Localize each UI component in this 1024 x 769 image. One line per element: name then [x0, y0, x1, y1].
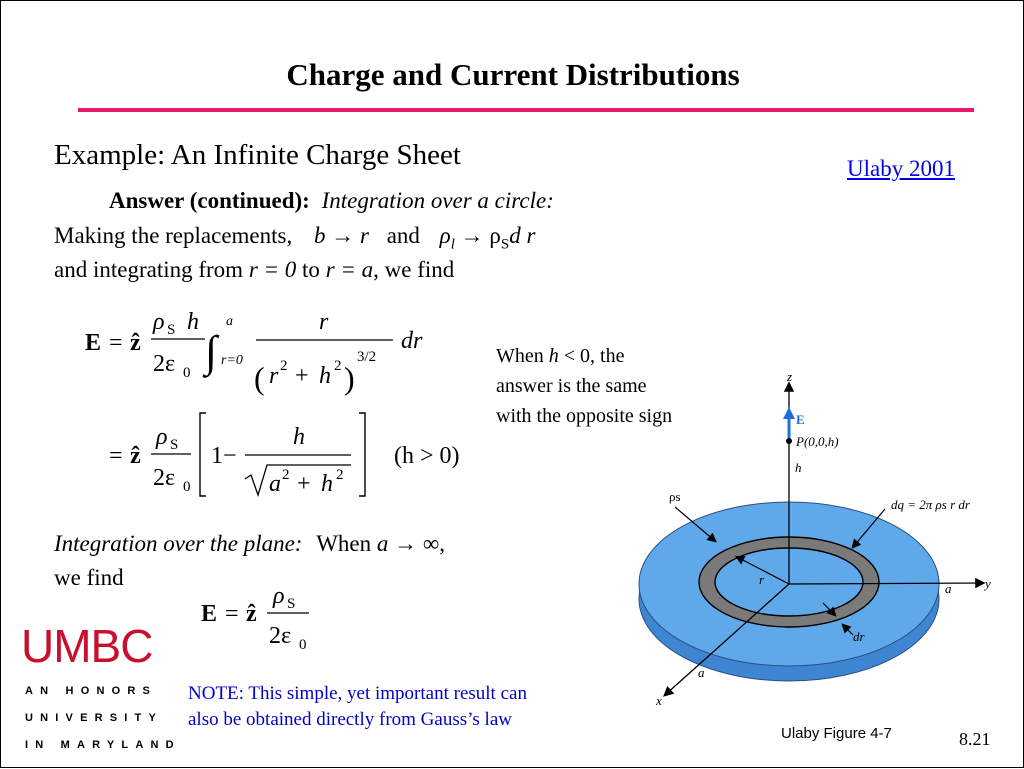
page-number: 8.21: [959, 729, 991, 749]
plane-line-2: we find: [54, 565, 124, 590]
axis-y-label: y: [985, 576, 991, 591]
dr-text: d r: [509, 223, 536, 248]
eq1-inner-r: r: [269, 363, 279, 389]
eq1-differential: dr: [401, 328, 423, 354]
replacements-text: Making the replacements,: [54, 223, 293, 248]
plane-label: Integration over the plane:: [54, 531, 303, 556]
eq3-equals: =: [225, 601, 239, 627]
eq1-paren-left: (: [254, 360, 265, 396]
eq2-equals: =: [109, 443, 123, 469]
eq1-denominator-sub: 0: [183, 365, 191, 381]
eq1-upper-limit: a: [226, 314, 233, 329]
eq1-power: 3/2: [357, 349, 377, 365]
rho-sub-l: l: [450, 236, 455, 253]
side-note-when: When: [496, 345, 544, 367]
dq-label: dq = 2π ρs r dr: [891, 497, 970, 512]
eq1-rho-sub: S: [167, 322, 176, 338]
umbc-logo-line-2: UNIVERSITY: [25, 712, 164, 724]
radius-label: r: [759, 572, 765, 587]
figure-caption: Ulaby Figure 4-7: [781, 725, 892, 742]
eq1-h: h: [187, 309, 199, 335]
eq3-zhat: ẑ: [246, 601, 257, 627]
umbc-logo-line-1: AN HONORS: [25, 685, 158, 697]
a-right-label: a: [945, 581, 952, 596]
umbc-logo-line-3: IN MARYLAND: [25, 739, 181, 751]
example-heading: Example: An Infinite Charge Sheet: [54, 139, 461, 171]
field-label: E: [796, 412, 805, 427]
eq3-rho: ρ: [273, 583, 285, 609]
note-line-1: NOTE: This simple, yet important result can: [188, 683, 527, 704]
eq2-sqrt-h: h: [321, 471, 333, 497]
plane-a: a: [376, 531, 389, 556]
eq2-zhat: ẑ: [130, 443, 141, 469]
point-p-marker: [786, 438, 792, 444]
eq3-lhs: E: [201, 601, 218, 627]
eq2-one-minus: 1−: [211, 443, 237, 469]
eq1-zhat: ẑ: [130, 330, 141, 356]
and-text: and: [386, 223, 420, 248]
charge-sheet-figure: [1, 1, 1024, 769]
eq3-denominator-sub: 0: [299, 637, 307, 653]
eq1-paren-right: ): [344, 360, 355, 396]
plane-when: When: [316, 531, 372, 556]
upper-limit-text: r = a: [325, 257, 374, 282]
eq1-inner-h: h: [319, 363, 331, 389]
side-note-line-3: with the opposite sign: [496, 405, 673, 427]
reference-link[interactable]: Ulaby 2001: [847, 156, 955, 181]
rho-arrow: → ρ: [460, 223, 501, 248]
lower-limit-text: r = 0: [248, 257, 297, 282]
side-note-line-2: answer is the same: [496, 375, 647, 397]
eq2-condition: (h > 0): [394, 443, 460, 469]
eq2-frac-num: h: [293, 424, 305, 450]
eq3-denominator: 2ε: [269, 623, 292, 649]
slide-title: Charge and Current Distributions: [286, 57, 740, 92]
eq2-rho: ρ: [156, 424, 168, 450]
eq1-inner-h-sq: 2: [334, 358, 342, 374]
rho-symbol: ρ: [439, 223, 451, 248]
eq1-denominator: 2ε: [153, 351, 176, 377]
replacement-b-to-r: b → r: [313, 223, 369, 248]
we-find-text: , we find: [373, 257, 455, 282]
eq3-rho-sub: S: [287, 596, 296, 612]
eq1-lhs: E: [85, 330, 102, 356]
eq1-lower-limit: r=0: [221, 353, 243, 368]
side-note-condition: < 0, the: [563, 345, 625, 367]
eq2-sqrt-a-sq: 2: [282, 467, 290, 483]
eq1-inner-r-sq: 2: [280, 358, 288, 374]
answer-label: Answer (continued):: [109, 188, 310, 213]
eq1-rho: ρ: [153, 309, 165, 335]
eq2-sqrt-plus: +: [297, 471, 311, 497]
eq1-inner-num: r: [319, 309, 329, 335]
height-label: h: [795, 460, 802, 475]
eq1-inner-plus: +: [295, 363, 309, 389]
point-label: P(0,0,h): [796, 434, 839, 449]
note-line-2: also be obtained directly from Gauss’s law: [188, 709, 512, 730]
rho-label: ρs: [669, 489, 681, 504]
eq2-rho-sub: S: [170, 437, 179, 453]
dr-label: dr: [853, 629, 865, 644]
to-text: to: [302, 257, 320, 282]
eq2-denominator-sub: 0: [183, 479, 191, 495]
axis-x-label: x: [656, 693, 662, 708]
eq1-equals: =: [109, 330, 123, 356]
plane-limit: → ∞,: [394, 531, 446, 556]
umbc-logo-word: UMBC: [21, 620, 153, 672]
integrating-text: and integrating from: [54, 257, 244, 282]
eq2-sqrt-a: a: [269, 471, 281, 497]
field-arrow-icon: [783, 407, 795, 419]
eq2-denominator: 2ε: [153, 465, 176, 491]
rho-sub-s: S: [500, 236, 510, 253]
side-note-h: h: [548, 345, 559, 367]
axis-z-label: z: [787, 369, 793, 384]
answer-circle-label: Integration over a circle:: [321, 188, 554, 213]
eq2-sqrt-h-sq: 2: [336, 467, 344, 483]
a-bottom-label: a: [698, 665, 705, 680]
integral-sign-icon: ∫: [205, 327, 218, 376]
